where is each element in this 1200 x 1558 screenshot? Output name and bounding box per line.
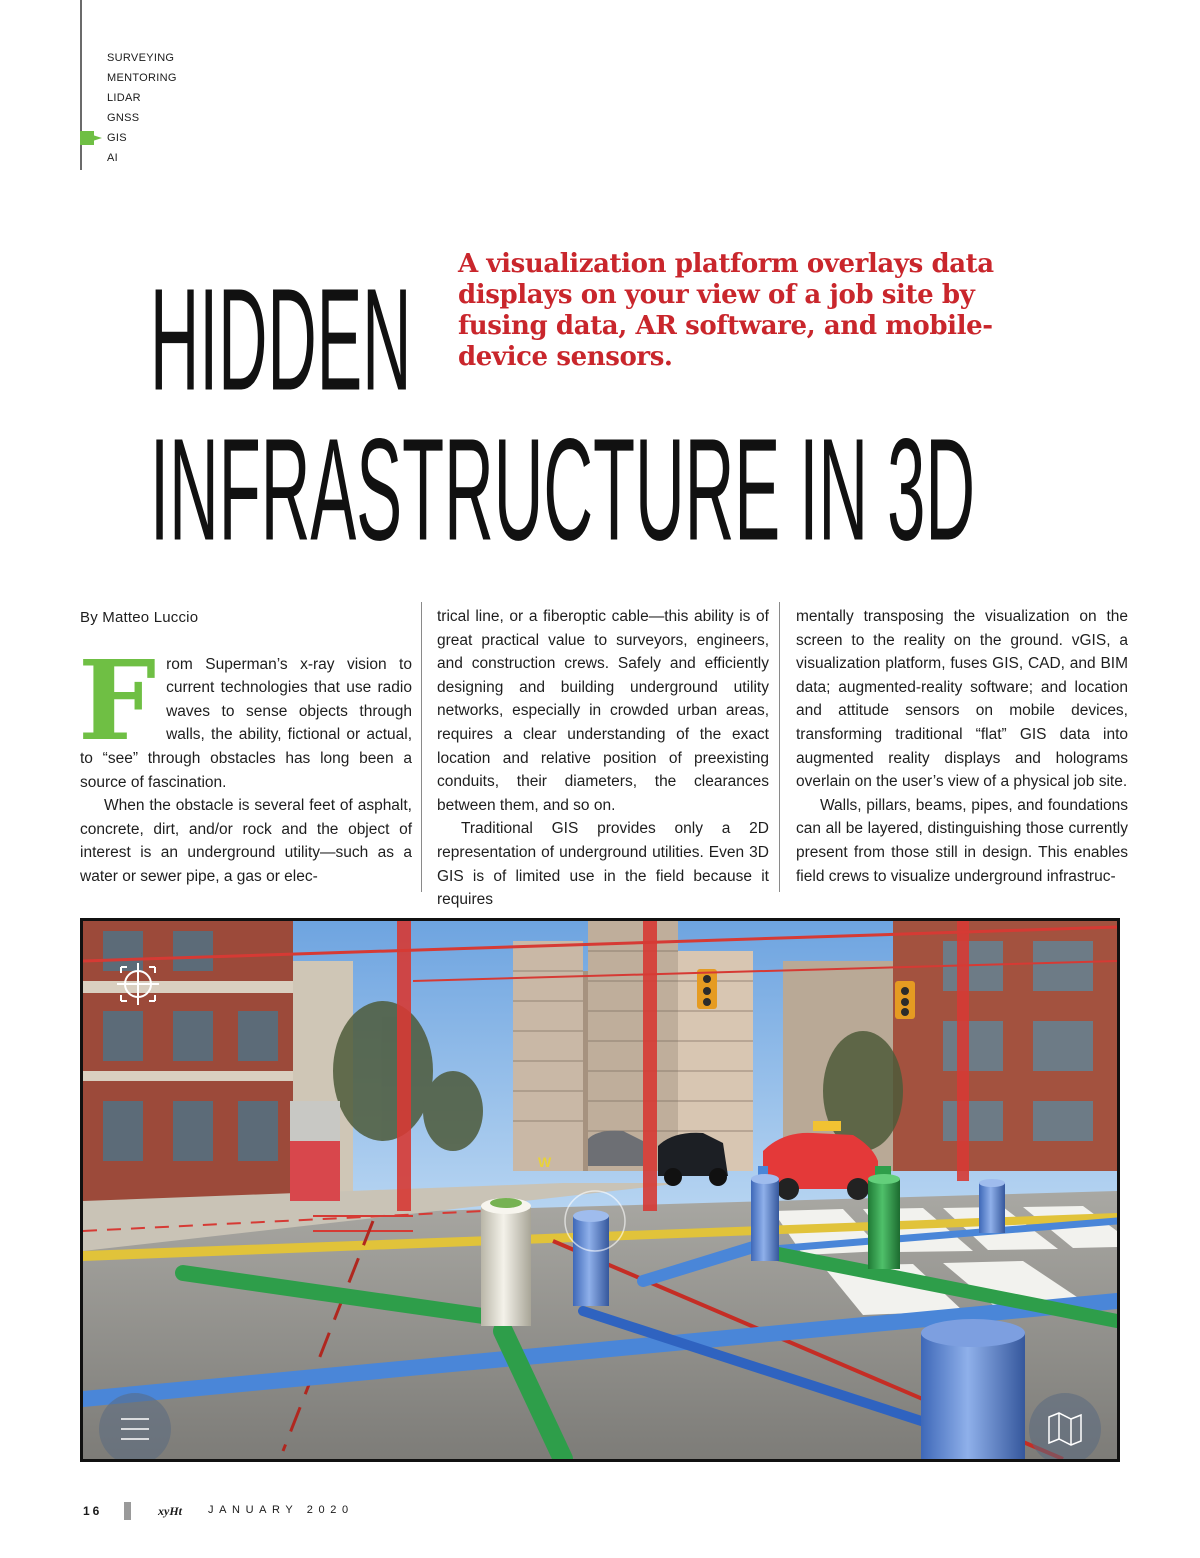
paragraph-5: mentally transposing the visualization on the screen to the reality on the ground. vGIS, a visualization platform, fuses GIS, CAD, and BIM data; augmented-reality software; and location and attitude sensors on mobile devices, transforming traditional “flat” GIS data into augmented reality displays and holograms overlain on the user’s view of a physical job site.: [796, 608, 1128, 791]
section-item-gis: GIS: [107, 128, 177, 148]
page-number: 16: [83, 1504, 103, 1518]
headline-line-1: HIDDEN: [150, 258, 412, 422]
headline-line-2: INFRASTRUCTURE IN 3D: [150, 408, 976, 572]
paragraph-6: Walls, pillars, beams, pipes, and foundations can all be layered, distinguishing those currently present from those still in design. This enables field crews to visualize underground infrastruc-: [796, 796, 1128, 885]
issue-date: JANUARY 2020: [208, 1504, 354, 1516]
section-item-gnss: GNSS: [107, 112, 140, 124]
yellow-sign-letter: W: [538, 1154, 552, 1170]
section-nav: [107, 48, 177, 168]
folio-bar: [124, 1502, 131, 1520]
column-divider: [421, 602, 422, 892]
column-divider: [779, 602, 780, 892]
intro-text: rom Superman’s x-ray vision to current technologies that use radio waves to sense objects through walls, the ability, fictional or actual, to “see” through obstacles has long been a source of fascination.: [80, 655, 412, 791]
magazine-name: xyHt: [158, 1504, 182, 1518]
text-column-3: [796, 605, 1128, 888]
deck: A visualization platform overlays data displays on your view of a job site by fusing data, AR software, and mobile-device sensors.: [458, 249, 994, 372]
text-column-1: [80, 606, 412, 889]
paragraph-4: Traditional GIS provides only a 2D representation of underground utilities. Even 3D GIS is of limited use in the field because it requires: [437, 820, 769, 909]
section-item-surveying: SURVEYING: [107, 52, 175, 64]
background-towers: [513, 921, 753, 1171]
section-item-ai: AI: [107, 152, 118, 164]
byline: By Matteo Luccio: [80, 609, 199, 626]
text-column-2: [437, 605, 769, 912]
paragraph-2: When the obstacle is several feet of asphalt, concrete, dirt, and/or rock and the object of interest is an underground utility—such as a water or sewer pipe, a gas or elec-: [80, 797, 412, 885]
section-item-lidar: LIDAR: [107, 92, 141, 104]
drop-cap: F: [78, 635, 157, 765]
paragraph-intro: [78, 635, 412, 795]
ar-street-photo: [80, 918, 1120, 1462]
planter: [290, 1101, 340, 1201]
section-item-mentoring: MENTORING: [107, 72, 177, 84]
paragraph-3: trical line, or a fiberoptic cable—this ability is of great practical value to surveyors, engineers, and construction crews. Safely and efficiently designing and building underground utility networks, especially in crowded urban areas, requires a clear understanding of the exact location and relative position of preexisting conduits, their diameters, the clearances between them, and so on.: [437, 608, 769, 814]
